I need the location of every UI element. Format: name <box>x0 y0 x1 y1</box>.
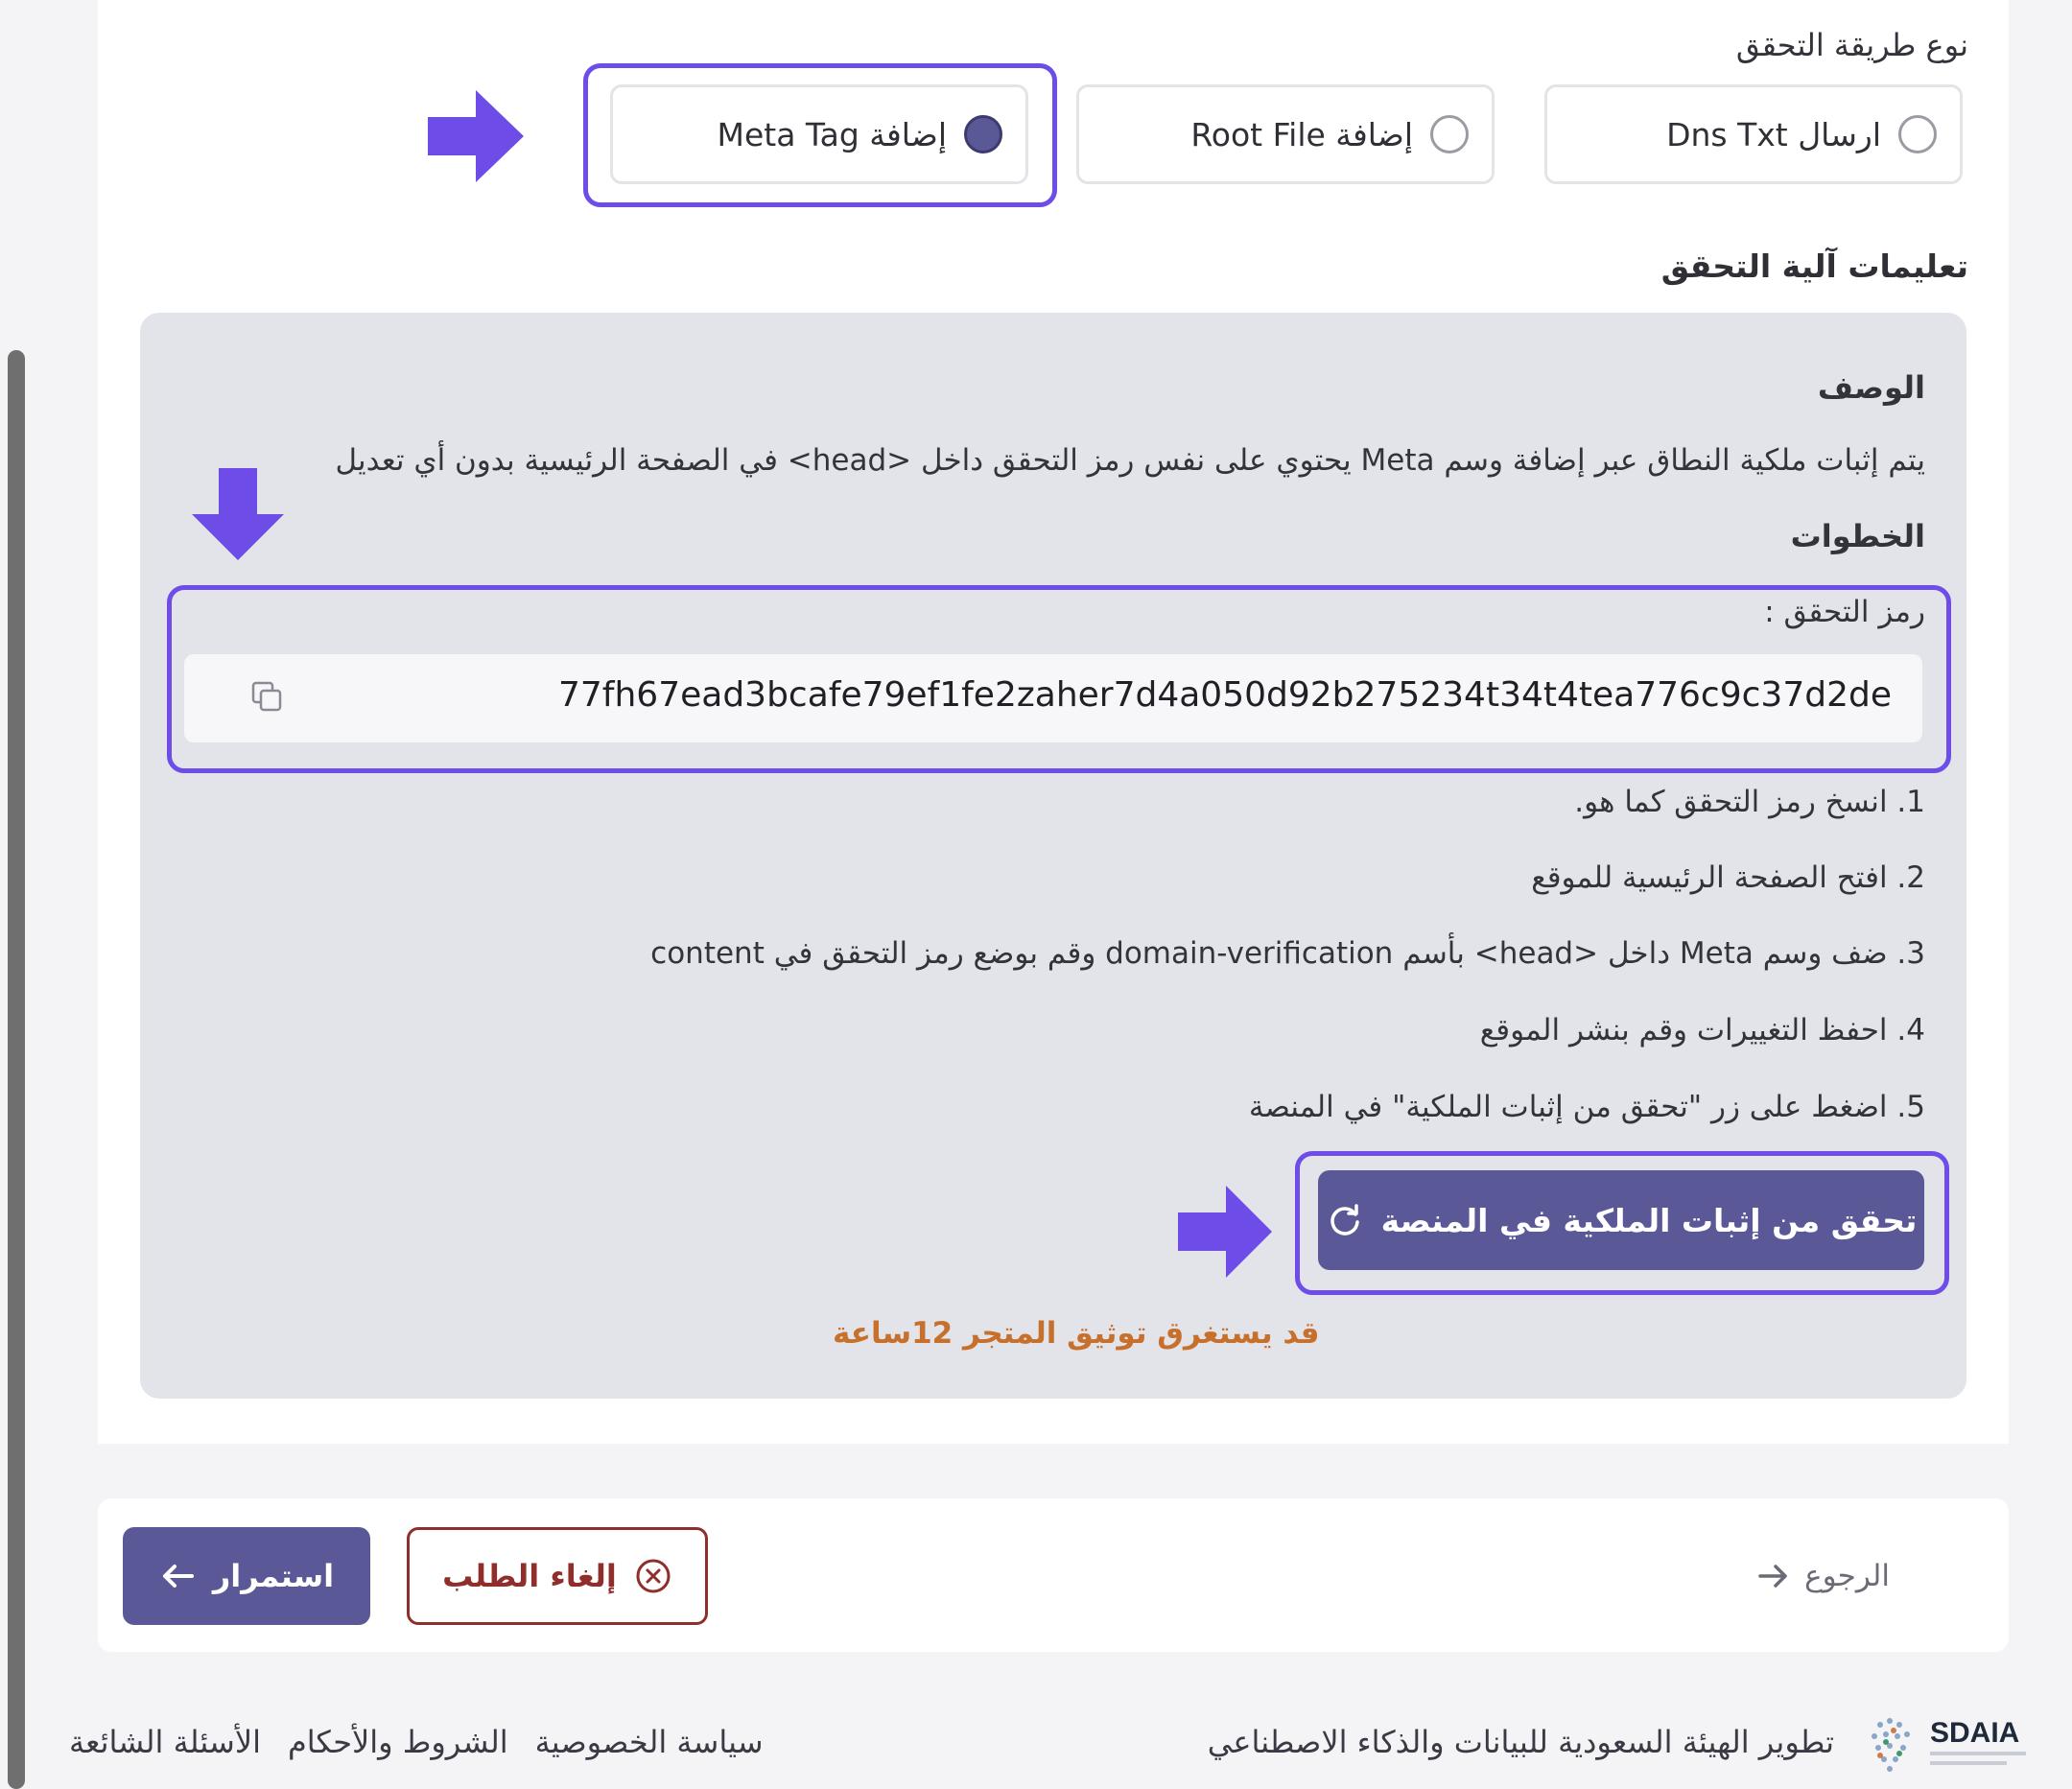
page-scrollbar[interactable] <box>8 350 25 1789</box>
arrow-right-icon <box>1178 1186 1272 1278</box>
close-circle-icon <box>634 1557 672 1595</box>
verify-ownership-button[interactable] <box>1318 1170 1924 1270</box>
action-bar <box>98 1498 2009 1652</box>
terms-link[interactable]: الشروط والأحكام <box>287 1724 508 1760</box>
cancel-request-button[interactable] <box>407 1527 708 1625</box>
verification-note: قد يستغرق توثيق المتجر 12ساعة <box>833 1316 1320 1351</box>
back-link[interactable] <box>1756 1559 1890 1593</box>
step-item: 4. احفظ التغييرات وقم بنشر الموقع <box>1479 1013 1925 1048</box>
step-item: 5. اضغط على زر "تحقق من إثبات الملكية" في المنصة <box>1248 1090 1925 1124</box>
steps-heading: الخطوات <box>1790 518 1925 554</box>
refresh-icon <box>1326 1201 1364 1239</box>
back-label: الرجوع <box>1804 1559 1890 1593</box>
option-label: إضافة Root File <box>1190 115 1413 153</box>
description-heading: الوصف <box>1817 369 1925 406</box>
radio-icon[interactable] <box>1898 115 1937 153</box>
radio-selected-icon[interactable] <box>964 115 1002 153</box>
developer-credit: تطوير الهيئة السعودية للبيانات والذكاء الاصطناعي <box>1207 1724 1834 1760</box>
option-label: ارسال Dns Txt <box>1666 115 1881 153</box>
footer-links <box>69 1724 764 1760</box>
description-text: يتم إثبات ملكية النطاق عبر إضافة وسم Meta يحتوي على نفس رمز التحقق داخل <head> في الصفحة الرئيسية بدون أي تعديل <box>335 443 1925 478</box>
arrow-left-icon <box>159 1562 196 1590</box>
sdaia-logo <box>1861 1709 2043 1778</box>
continue-button[interactable] <box>123 1527 370 1625</box>
svg-text:SDAIA: SDAIA <box>1930 1717 2020 1749</box>
option-label: إضافة Meta Tag <box>717 115 947 153</box>
option-meta-tag[interactable] <box>610 84 1028 184</box>
arrow-right-icon <box>1756 1562 1791 1590</box>
verification-code-value[interactable]: 77fh67ead3bcafe79ef1fe2zaher7d4a050d92b275234t34t4tea776c9c37d2de <box>558 675 1892 715</box>
faq-link[interactable]: الأسئلة الشائعة <box>69 1724 261 1760</box>
step-item: 1. انسخ رمز التحقق كما هو. <box>1574 785 1925 819</box>
arrow-down-icon <box>192 468 284 560</box>
verify-button-label: تحقق من إثبات الملكية في المنصة <box>1380 1201 1918 1239</box>
privacy-policy-link[interactable]: سياسة الخصوصية <box>534 1724 764 1760</box>
radio-icon[interactable] <box>1430 115 1469 153</box>
option-dns-txt[interactable] <box>1544 84 1963 184</box>
step-item: 3. ضف وسم Meta داخل <head> بأسم domain-verification وقم بوضع رمز التحقق في content <box>650 936 1925 971</box>
step-item: 2. افتح الصفحة الرئيسية للموقع <box>1531 860 1925 895</box>
instructions-title: تعليمات آلية التحقق <box>1660 247 1968 285</box>
code-label: رمز التحقق : <box>1764 595 1925 629</box>
continue-label: استمرار <box>212 1558 335 1594</box>
option-root-file[interactable] <box>1076 84 1495 184</box>
arrow-right-icon <box>428 90 524 182</box>
cancel-label: إلغاء الطلب <box>442 1558 617 1594</box>
method-label: نوع طريقة التحقق <box>1735 27 1968 63</box>
copy-icon[interactable] <box>251 681 284 714</box>
